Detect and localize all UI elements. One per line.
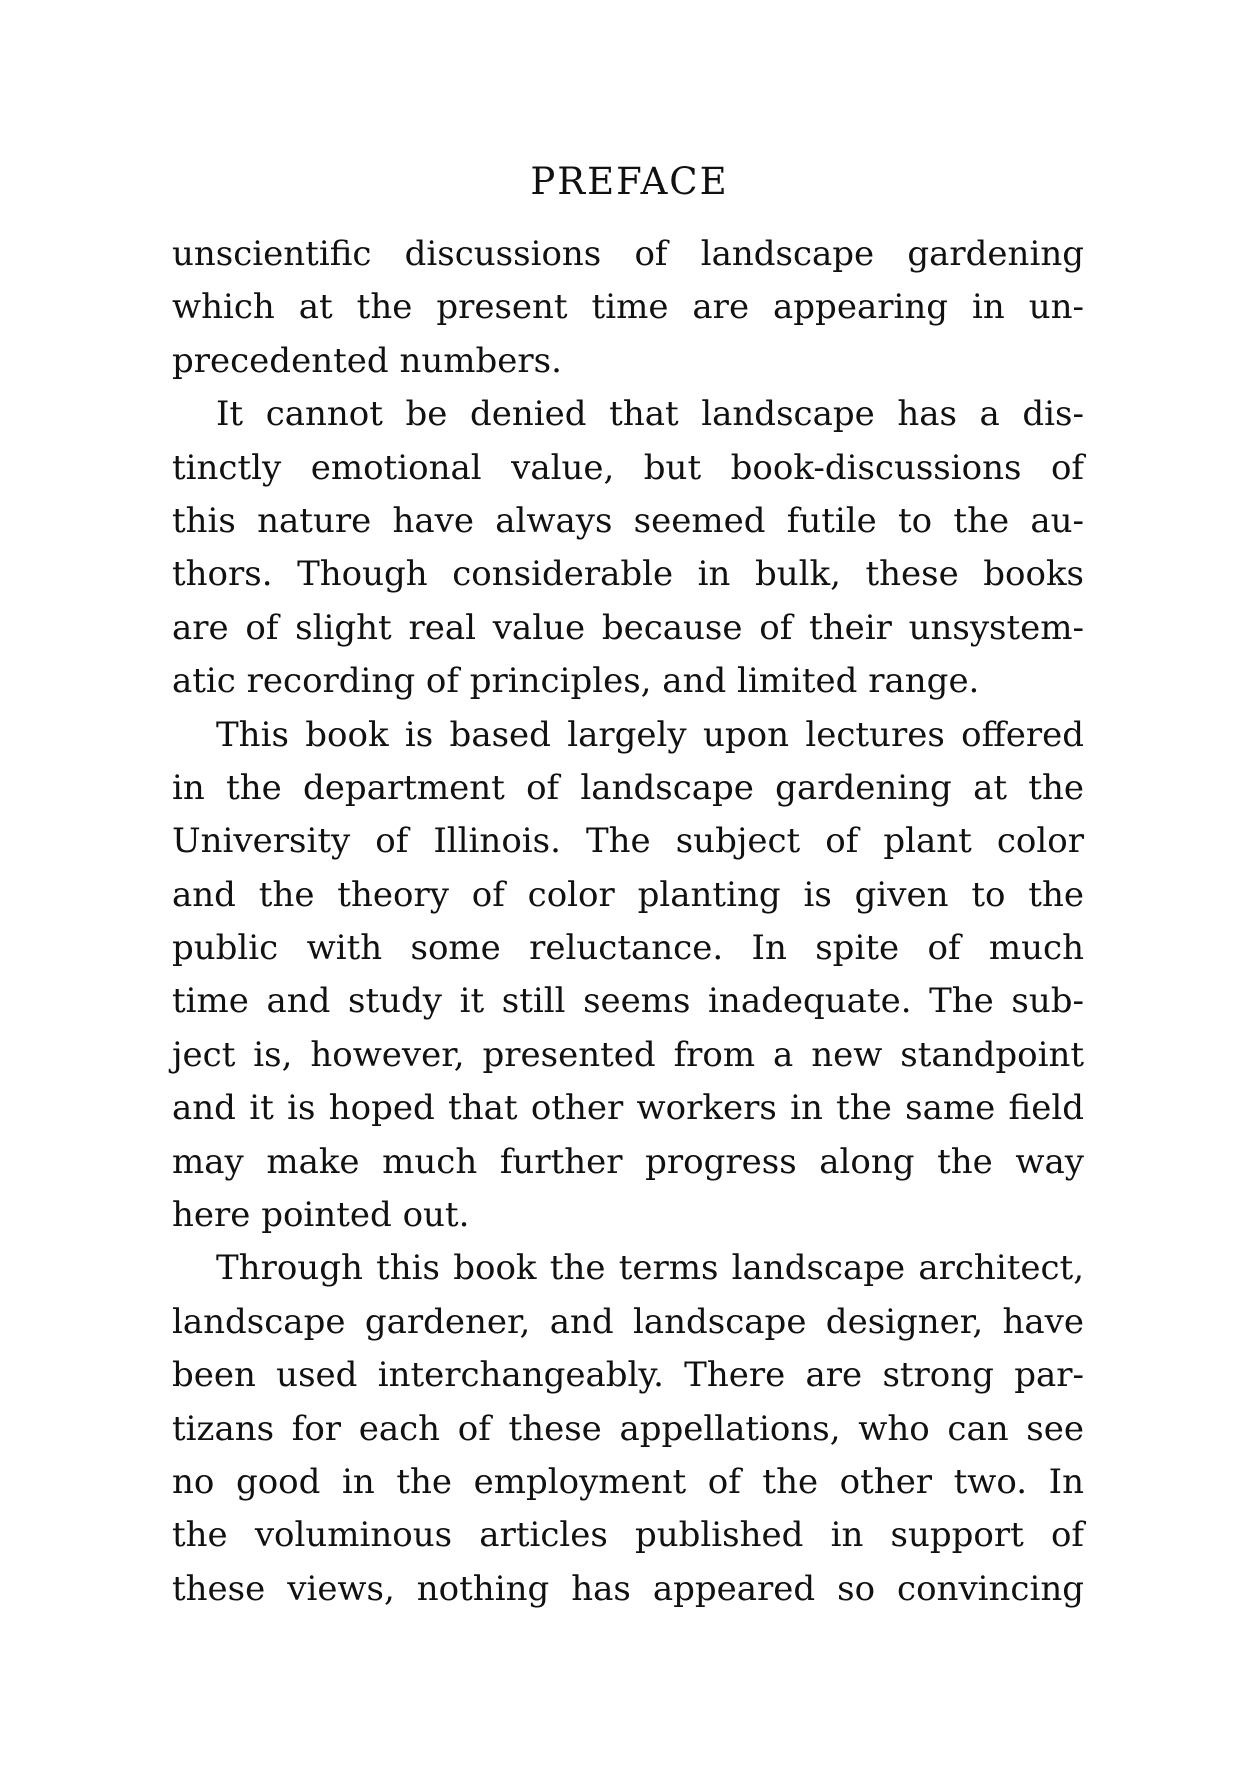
text-line: the voluminous articles published in support of [172, 1515, 1084, 1556]
text-line: precedented numbers. [172, 340, 562, 381]
text-line: tinctly emotional value, but book-discussions of [172, 447, 1084, 488]
running-head: PREFACE [530, 160, 729, 203]
text-line: ject is, however, presented from a new standpoint [172, 1034, 1084, 1075]
text-line: in the department of landscape gardening at the [172, 767, 1084, 808]
text-line: public with some reluctance. In spite of much [172, 928, 1084, 969]
text-line: unscientific discussions of landscape gardening [172, 234, 1084, 274]
text-line: and it is hoped that other workers in the same field [172, 1088, 1084, 1129]
text-line: which at the present time are appearing in un- [172, 287, 1084, 328]
text-line: It cannot be denied that landscape has a dis- [216, 394, 1084, 435]
text-line: University of Illinois. The subject of plant color [172, 821, 1084, 862]
text-line: This book is based largely upon lectures offered [216, 714, 1084, 755]
text-line: and the theory of color planting is given to the [172, 874, 1084, 915]
text-line: this nature have always seemed futile to the au- [172, 500, 1084, 541]
text-line: are of slight real value because of their unsystem- [172, 607, 1084, 648]
text-line: tizans for each of these appellations, who can see [172, 1408, 1084, 1449]
text-line: these views, nothing has appeared so convincing [172, 1568, 1084, 1609]
text-line: been used interchangeably. There are strong par- [172, 1355, 1084, 1396]
preface-text [172, 228, 1084, 1616]
text-line: no good in the employment of the other two. In [172, 1461, 1084, 1502]
text-line: may make much further progress along the way [172, 1141, 1084, 1182]
text-line: here pointed out. [172, 1195, 470, 1236]
text-line: time and study it still seems inadequate. The sub- [172, 981, 1084, 1022]
text-line: Through this book the terms landscape architect, [216, 1248, 1084, 1289]
text-line: thors. Though considerable in bulk, these books [172, 554, 1084, 595]
text-line: landscape gardener, and landscape designer, have [172, 1301, 1084, 1342]
text-line: atic recording of principles, and limited range. [172, 661, 980, 702]
